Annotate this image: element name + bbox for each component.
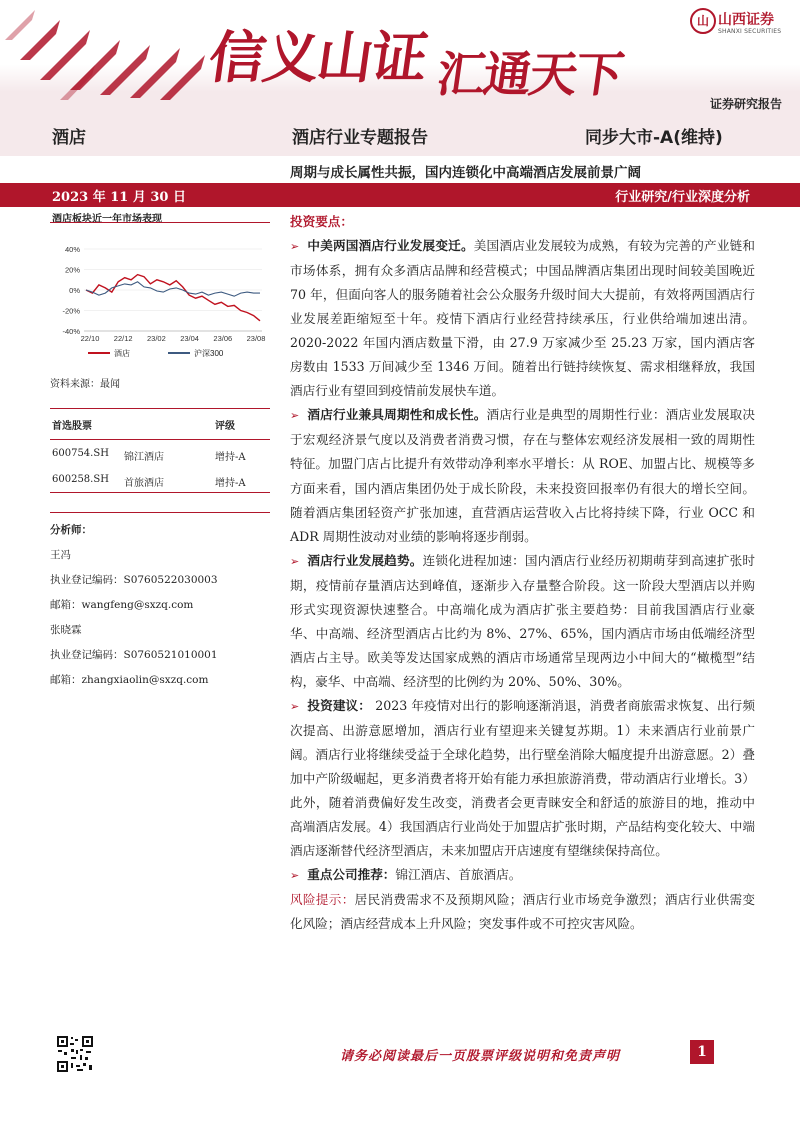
logo-mark-icon: 山 bbox=[690, 8, 716, 34]
market-performance-chart bbox=[50, 223, 270, 371]
disclaimer-note: 请务必阅读最后一页股票评级说明和免责声明 bbox=[340, 1049, 621, 1064]
risk-text: 居民消费需求不及预期风险；酒店行业市场竞争激烈；酒店行业供需变化风险；酒店经营成本上升风险；突发事件或不可控灾害风险。 bbox=[290, 892, 756, 932]
y-tick-label: -40% bbox=[62, 327, 80, 336]
divider bbox=[50, 512, 270, 513]
section-heading: 投资要点： bbox=[290, 214, 353, 229]
decorative-arrows-graphic bbox=[0, 0, 220, 110]
point-2-key: 酒店行业兼具周期性和成长性。 bbox=[307, 407, 487, 423]
table-row bbox=[50, 440, 270, 466]
y-tick-label: 20% bbox=[64, 265, 80, 275]
x-tick-label: 22/10 bbox=[80, 334, 100, 343]
point-1 bbox=[290, 234, 755, 403]
point-2-text: 酒店行业是典型的周期性行业：酒店业发展取决于宏观经济景气度以及消费者消费习惯，存在与整体宏观经济发展相一致的周期性特征。加盟门店占比提升有效带动净利率水平增长：从 ROE、加盟占比、规模等多方面来看，国内酒店集团仍处于成长阶段，未来投资回报率仍有很大的增长空间。随着酒店集团轻资产扩张加速，直营酒店运营收入占比将持续下降，行业 OCC 和 ADR 周期性波动对业绩的影响将逐步削弱。 bbox=[290, 407, 756, 544]
preferred-stocks-table bbox=[50, 408, 270, 493]
point-4-text: 2023 年疫情对出行的影响逐渐消退，消费者商旅需求恢复、出行频次提高、出游意愿增加，酒店行业有望迎来关键复苏期。1）未来酒店行业前景广阔。酒店行业将继续受益于全球化趋势，出行壁垒消除大幅度提升出游意愿。2）叠加中产阶级崛起，更多消费者将开始有能力承担旅游消费，带动酒店行业增长。3）此外，随着消费偏好发生改变，消费者会更青睐安全和舒适的旅游目的地，推动中高端酒店发展。4）我国酒店行业尚处于加盟店扩张时期，产品结构变化较大、中端酒店逐渐替代经济型酒店，未来加盟店开店速度有望继续保持高位。 bbox=[290, 697, 756, 859]
y-tick-label: -20% bbox=[62, 306, 80, 316]
chart-source: 资料来源：最闻 bbox=[50, 379, 120, 390]
analyst-license: 执业登记编码：S0760521010001 bbox=[50, 649, 218, 661]
analyst-info bbox=[50, 512, 280, 688]
chart-title: 酒店板块近一年市场表现 bbox=[52, 214, 162, 225]
header-stock: 首选股票 bbox=[52, 421, 92, 432]
stock-code: 600258.SH bbox=[52, 474, 109, 485]
arrow-bullet-icon: ➢ bbox=[290, 699, 300, 713]
x-tick-label: 22/12 bbox=[113, 334, 133, 343]
arrow-bullet-icon: ➢ bbox=[290, 409, 300, 423]
point-3-text: 连锁化进程加速：国内酒店行业经历初期萌芽到高速扩张时期，疫情前存量酒店达到峰值，逐渐步入存量整合阶段。这一阶段大型酒店以并购形式实现资源快速整合。中高端化成为酒店扩张主要趋势：目前我国酒店行业豪华、中高端、经济型酒店占比约为 8%、27%、65%，国内酒店市场由低端经济型酒店占主导。欧美等发达国家成熟的酒店市场通常呈现两边小中间大的“橄榄型”结构，豪华、中高端、经济型的比例约为 20%、50%、30%。 bbox=[290, 552, 756, 689]
analyst-heading: 分析师： bbox=[50, 524, 92, 536]
slogan-right: 汇通天下 bbox=[433, 47, 626, 103]
investment-highlights bbox=[290, 210, 755, 936]
point-5 bbox=[290, 863, 755, 888]
risk-warning bbox=[290, 888, 755, 936]
x-tick-label: 23/04 bbox=[180, 334, 199, 343]
logo-name-en: SHANXI SECURITIES bbox=[718, 28, 782, 35]
legend-label: 酒店 bbox=[114, 349, 130, 358]
point-5-key: 重点公司推荐： bbox=[307, 867, 396, 883]
industry-rating: 同步大市-A(维持) bbox=[585, 128, 723, 148]
report-date: 2023 年 11 月 30 日 bbox=[52, 190, 186, 205]
analyst-email[interactable]: 邮箱：zhangxiaolin@sxzq.com bbox=[50, 674, 209, 686]
x-tick-label: 23/06 bbox=[213, 334, 233, 343]
logo-name-cn: 山西证券 bbox=[718, 12, 774, 28]
report-type-label: 证券研究报告 bbox=[709, 97, 782, 111]
y-tick-label: 0% bbox=[69, 286, 80, 295]
point-3-key: 酒店行业发展趋势。 bbox=[307, 552, 423, 568]
risk-label: 风险提示： bbox=[290, 892, 355, 908]
legend-label: 沪深300 bbox=[194, 349, 224, 358]
slogan-left: 信义山证 bbox=[204, 26, 430, 91]
series-line-2 bbox=[86, 282, 260, 296]
point-1-text: 美国酒店业发展较为成熟，有较为完善的产业链和市场体系，拥有众多酒店品牌和经营模式；中国品牌酒店集团出现时间较美国晚近 70 年，但面向客人的服务随着社会公众服务升级时间大大提前，有效将两国酒店行业发展差距缩短至十年。疫情下酒店行业经营持续承压，行业供给端加速出清。2020-2022 年国内酒店数量下滑，由 27.9 万家减少至 25.23 万家，国内酒店客房数由 1533 万间减少至 1346 万间。随着出行链持续恢复、需求相继释放，我国酒店行业有望回到疫情前发展快车道。 bbox=[290, 238, 756, 399]
arrow-bullet-icon: ➢ bbox=[290, 869, 300, 883]
point-2 bbox=[290, 403, 755, 548]
analyst-email[interactable]: 邮箱：wangfeng@sxzq.com bbox=[50, 599, 194, 611]
stock-rating: 增持-A bbox=[215, 452, 246, 463]
series-line-1 bbox=[86, 275, 260, 321]
arrow-bullet-icon: ➢ bbox=[290, 554, 300, 568]
stock-name: 首旅酒店 bbox=[124, 478, 164, 489]
chart-frame bbox=[50, 222, 270, 371]
x-tick-label: 23/02 bbox=[147, 334, 166, 343]
page-number: 1 bbox=[690, 1040, 714, 1064]
point-1-key: 中美两国酒店行业发展变迁。 bbox=[307, 238, 474, 254]
analyst-name: 王冯 bbox=[50, 549, 71, 561]
point-3 bbox=[290, 549, 755, 694]
report-subtitle: 周期与成长属性共振，国内连锁化中高端酒店发展前景广阔 bbox=[290, 165, 641, 181]
stock-name: 锦江酒店 bbox=[124, 452, 164, 463]
report-category: 行业研究/行业深度分析 bbox=[615, 190, 750, 205]
header-rating: 评级 bbox=[215, 421, 235, 432]
stock-code: 600754.SH bbox=[52, 448, 109, 459]
point-4-key: 投资建议： bbox=[307, 697, 372, 713]
sector-label: 酒店 bbox=[52, 128, 86, 148]
analyst-license: 执业登记编码：S0760522030003 bbox=[50, 574, 218, 586]
stock-rating: 增持-A bbox=[215, 478, 246, 489]
company-logo[interactable] bbox=[690, 8, 790, 36]
qr-code-icon[interactable] bbox=[56, 1035, 94, 1073]
report-title: 酒店行业专题报告 bbox=[292, 128, 428, 148]
arrow-bullet-icon: ➢ bbox=[290, 240, 300, 254]
table-row bbox=[50, 466, 270, 493]
table-header bbox=[50, 408, 270, 440]
point-5-text: 锦江酒店、首旅酒店。 bbox=[395, 867, 522, 883]
x-tick-label: 23/08 bbox=[246, 334, 266, 343]
point-4 bbox=[290, 694, 755, 863]
y-tick-label: 40% bbox=[64, 245, 80, 254]
analyst-name: 张晓霖 bbox=[50, 624, 82, 636]
